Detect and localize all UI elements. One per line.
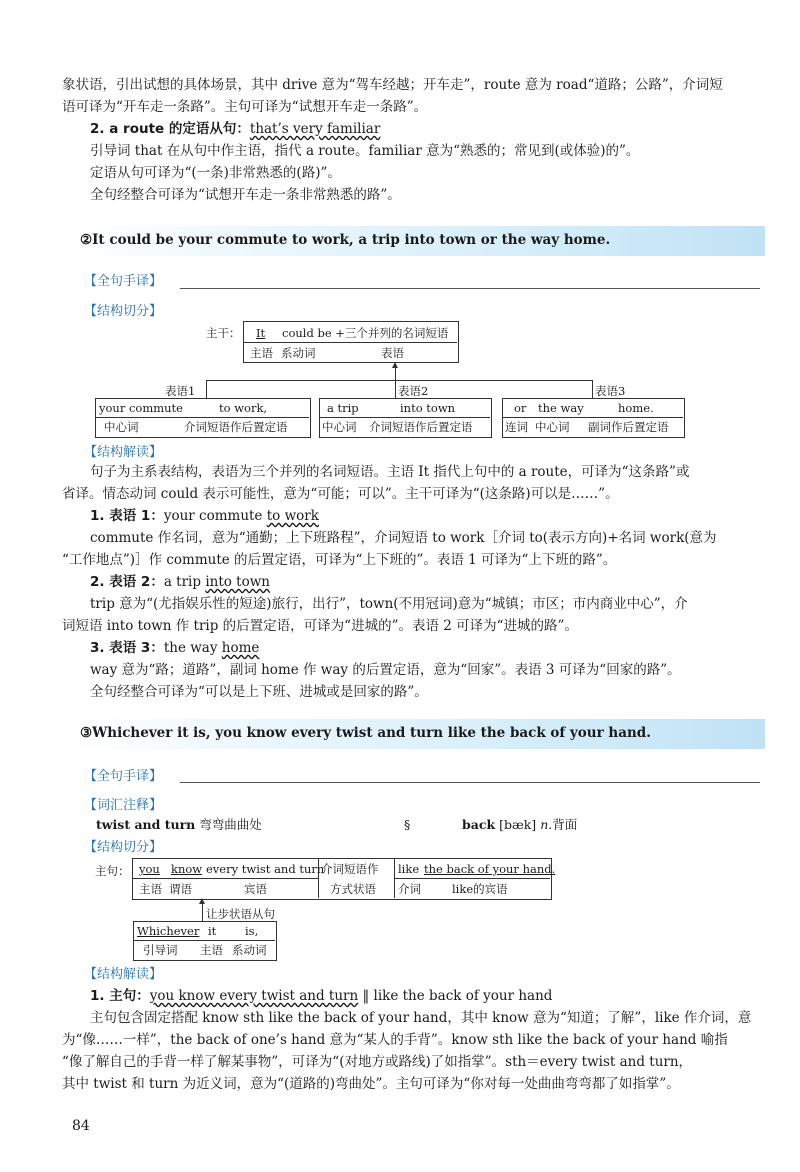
s2-b2-line-2: 词短语 into town 作 trip 的后置定语，可译为“进城的”。表语 2 可译为“进城的路”。 [62, 618, 578, 634]
label-full-translation-2: 【全句手译】 [84, 274, 163, 289]
diagram2-p2-head: a trip [327, 401, 359, 415]
diagram3-sub-which: Whichever [137, 924, 200, 938]
s2-b1-phrase-b: to work [266, 508, 319, 524]
label-analysis-2: 【结构解读】 [84, 445, 163, 460]
diagram2-branch [206, 380, 592, 381]
vocab-entry-2 [462, 815, 577, 835]
diagram2-p3-mod: home. [618, 401, 654, 415]
s2-b3-line-1: way 意为“路；道路”，副词 home 作 way 的后置定语，意为“回家”。表语 3 可译为“回家的路”。 [90, 662, 681, 678]
intro-heading-2-clause: that’s very familiar [249, 121, 381, 137]
s2-b3-phrase-a: the way [163, 640, 222, 656]
diagram2-p2-mod: into town [400, 401, 456, 415]
vocab-1-word: twist and turn [96, 817, 196, 832]
intro-line-1: 象状语，引出试想的具体场景，其中 drive 意为“驾车经越；开车走”，route 意为 road“道路；公路”，介词短 [62, 77, 723, 93]
diagram2-p1-head: your commute [99, 401, 183, 415]
vocab-entry-1 [96, 815, 262, 835]
diagram2-p3-head-role: 中心词 [535, 420, 570, 434]
diagram3-like-obj: the back of your hand. [424, 862, 556, 876]
diagram2-stem [395, 367, 396, 380]
diagram3-sub-is-role: 系动词 [232, 943, 267, 957]
diagram3-like-role: 介词 [398, 882, 421, 896]
diagram3-like: like [398, 862, 420, 876]
diagram2-main-sub: 主语 [250, 346, 273, 360]
page-number: 84 [72, 1118, 90, 1134]
s2-analysis-2: 省译。情态动词 could 表示可能性，意为“可能；可以”。主干可译为“(这条路)可以是……”。 [62, 486, 619, 502]
s3-b1-rest: ‖ like the back of your hand [358, 988, 553, 1004]
label-structure-2: 【结构切分】 [84, 304, 163, 319]
diagram3-know-role: 谓语 [169, 882, 192, 896]
s2-b2-heading [90, 572, 270, 592]
s2-b1-heading [90, 506, 319, 526]
diagram2-box-2-divider [319, 417, 490, 418]
diagram2-p1-head-role: 中心词 [104, 420, 139, 434]
s2-b3-num: 3. 表语 3： [90, 640, 164, 656]
diagram3-main-divider-a [132, 878, 318, 879]
diagram3-obj: every twist and turn [206, 862, 325, 876]
diagram2-p3-label: 表语3 [595, 384, 626, 398]
diagram3-you-role: 主语 [139, 882, 162, 896]
translation-blank-2 [180, 288, 760, 289]
s2-b2-line-1: trip 意为“(尤指娱乐性的短途)旅行，出行”，town(不用冠词)意为“城镇；市区；市内商业中心”，介 [90, 596, 688, 612]
diagram2-drop-1 [206, 380, 207, 398]
s2-b1-line-2: “工作地点”)］作 commute 的后置定语，可译为“上下班的”。表语 1 可译为“上下班的路”。 [62, 552, 617, 568]
intro-heading-2 [90, 119, 380, 139]
vocab-2-pos: n. [540, 817, 553, 832]
s2-b3-heading [90, 638, 259, 658]
diagram3-main-divider-b [394, 878, 550, 879]
diagram3-adv-clause: 让步状语从句 [206, 907, 275, 921]
diagram3-like-obj-role: like的宾语 [452, 882, 508, 896]
diagram2-main-label: 主干： [206, 326, 241, 340]
diagram3-main-label: 主句： [95, 864, 130, 878]
s2-b3-line-2: 全句经整合可译为“可以是上下班、进城或是回家的路”。 [90, 684, 428, 700]
vocab-separator: § [404, 817, 411, 832]
diagram2-p3-conj-role: 连词 [505, 420, 528, 434]
intro-line-2: 语可译为“开车走一条路”。主句可译为“试想开车走一条路”。 [62, 99, 428, 115]
s3-b1-line-2: 为“像……一样”，the back of one’s hand 意为“某人的手背”。know sth like the back of your hand 喻指 [62, 1032, 728, 1048]
vocab-2-word: back [462, 817, 496, 832]
diagram3-sub-it: it [208, 924, 217, 938]
diagram2-p1-mod: to work, [219, 401, 268, 415]
diagram2-main-divider [243, 342, 457, 343]
s2-b3-phrase-b: home [221, 640, 260, 656]
diagram3-sub-is: is, [245, 924, 259, 938]
diagram2-p2-mod-role: 介词短语作后置定语 [369, 420, 473, 434]
s3-b1-line-4: 其中 twist 和 turn 为近义词，意为“(道路的)弯曲处”。主句可译为“你对每一处曲曲弯弯都了如指掌”。 [62, 1076, 680, 1092]
diagram2-p2-head-role: 中心词 [322, 420, 357, 434]
diagram3-stem [202, 903, 203, 921]
diagram2-main-link: 系动词 [281, 346, 316, 360]
vocab-1-def: 弯弯曲曲处 [199, 817, 262, 832]
vocab-2-def: 背面 [552, 817, 578, 832]
diagram2-main-it: It [256, 326, 266, 340]
s2-b1-line-1: commute 作名词，意为“通勤；上下班路程”，介词短语 to work［介词 to(表示方向)+名词 work(意为 [90, 530, 717, 546]
diagram3-obj-role: 宾语 [244, 882, 267, 896]
s2-b2-num: 2. 表语 2： [90, 574, 164, 590]
diagram2-p1-mod-role: 介词短语作后置定语 [184, 420, 288, 434]
diagram2-box-3-divider [502, 417, 683, 418]
intro-heading-2-num: 2. a route 的定语从句： [90, 121, 250, 137]
diagram2-main-pred: 表语 [381, 346, 404, 360]
sentence-3-heading: ③Whichever it is, you know every twist and turn like the back of your hand. [80, 725, 651, 741]
translation-blank-3 [180, 782, 760, 783]
s2-b1-phrase-a: your commute [163, 508, 267, 524]
label-full-translation-3: 【全句手译】 [84, 769, 163, 784]
s3-b1-phrase: you know every twist and turn [149, 988, 359, 1004]
intro-para-3: 全句经整合可译为“试想开车走一条非常熟悉的路”。 [90, 187, 401, 203]
diagram3-sub-it-role: 主语 [200, 943, 223, 957]
diagram2-p2-label: 表语2 [398, 384, 429, 398]
diagram3-you: you [139, 862, 160, 876]
diagram3-sub-divider [133, 940, 275, 941]
label-vocab-3: 【词汇注释】 [84, 798, 163, 813]
diagram2-p3-head: the way [538, 401, 584, 415]
diagram2-p1-label: 表语1 [165, 384, 196, 398]
s3-b1-heading [90, 986, 552, 1006]
intro-para-2: 定语从句可译为“(一条)非常熟悉的(路)”。 [90, 165, 341, 181]
vocab-2-pron: [bæk] [499, 817, 537, 832]
diagram2-drop-3 [592, 380, 593, 398]
diagram2-main-verb-rest: could be +三个并列的名词短语 [282, 326, 449, 340]
diagram2-box-1-divider [95, 417, 309, 418]
diagram2-p3-mod-role: 副词作后置定语 [588, 420, 669, 434]
diagram3-prep-role-2: 方式状语 [330, 882, 376, 896]
s2-b1-num: 1. 表语 1： [90, 508, 164, 524]
label-analysis-3: 【结构解读】 [84, 967, 163, 982]
s2-b2-phrase-a: a trip [163, 574, 206, 590]
s2-b2-phrase-b: into town [205, 574, 270, 590]
diagram2-drop-2 [395, 380, 396, 398]
s3-b1-line-3: “像了解自己的手背一样了解某事物”，可译为“(对地方或路线)了如指掌”。sth＝every twist and turn， [62, 1054, 693, 1070]
sentence-2-heading: ②It could be your commute to work, a trip into town or the way home. [80, 232, 611, 248]
diagram2-p3-conj: or [514, 401, 527, 415]
diagram3-know: know [171, 862, 203, 876]
label-structure-3: 【结构切分】 [84, 840, 163, 855]
s3-b1-num: 1. 主句： [90, 988, 150, 1004]
s2-analysis-1: 句子为主系表结构，表语为三个并列的名词短语。主语 It 指代上句中的 a route，可译为“这条路”或 [90, 464, 690, 480]
s3-b1-line-1: 主句包含固定搭配 know sth like the back of your hand，其中 know 意为“知道；了解”，like 作介词，意 [90, 1010, 752, 1026]
diagram3-prep-role-1: 介词短语作 [321, 862, 379, 876]
intro-para-1: 引导词 that 在从句中作主语，指代 a route。familiar 意为“熟悉的；常见到(或体验)的”。 [90, 143, 640, 159]
diagram3-sub-which-role: 引导词 [143, 943, 178, 957]
